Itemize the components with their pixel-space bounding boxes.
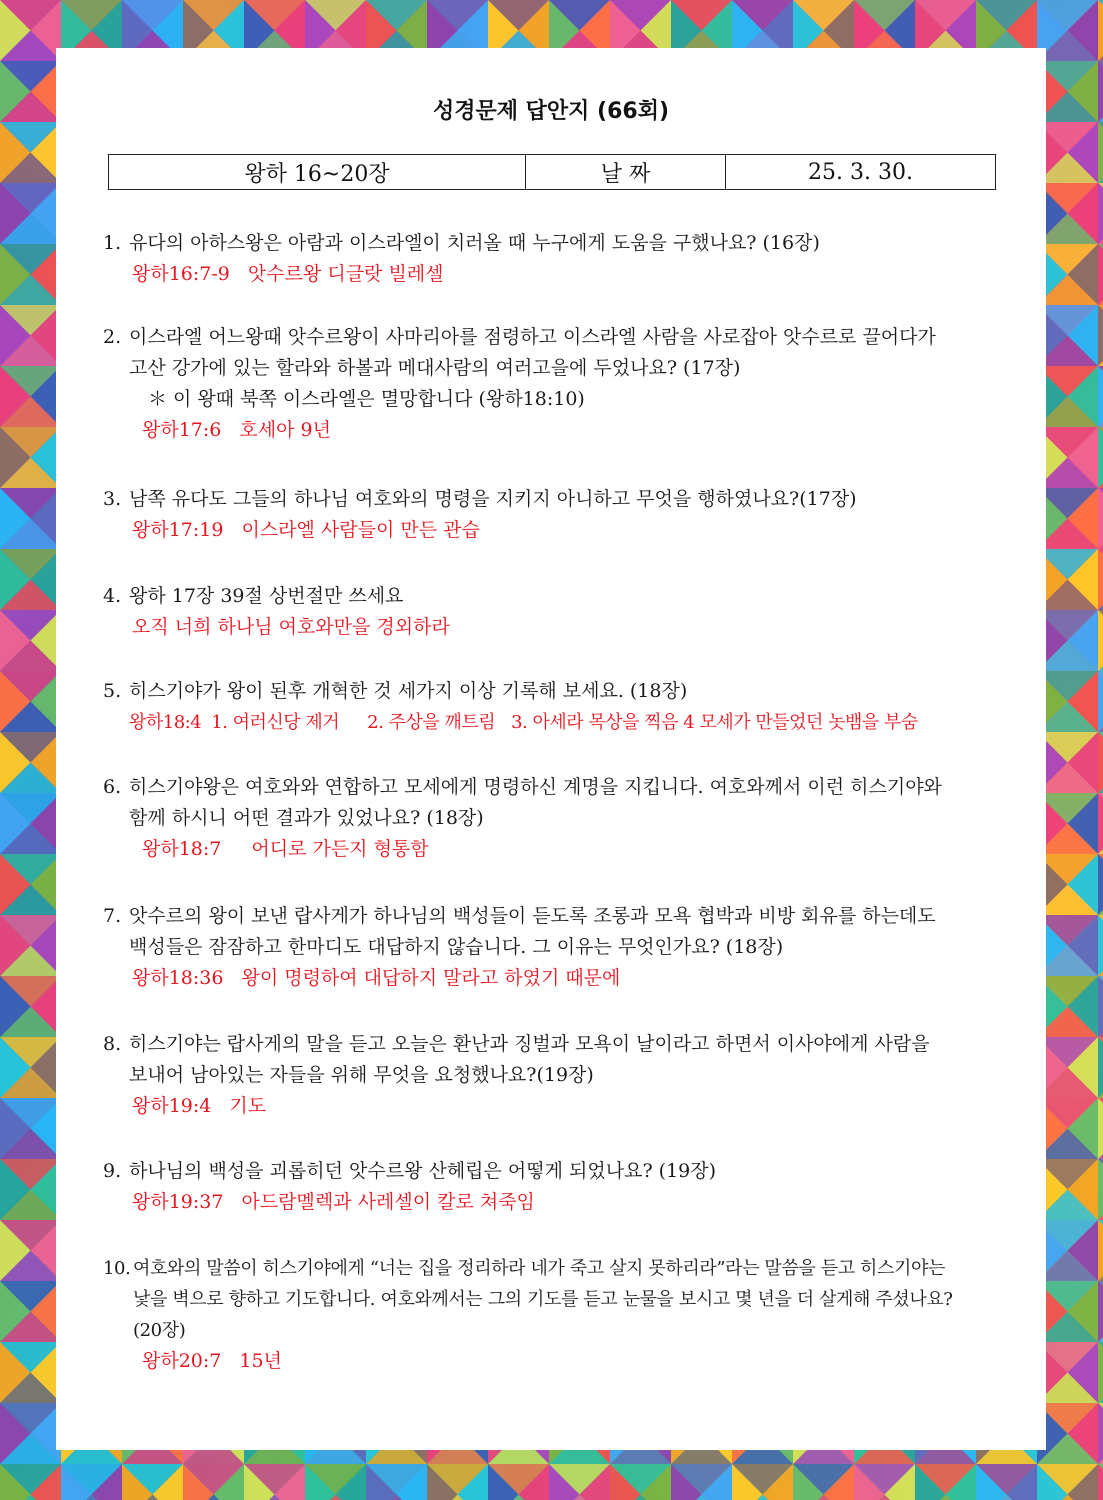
background-tile [1098, 1037, 1103, 1098]
question-text: 히스기야는 랍사게의 말을 듣고 오늘은 환난과 징벌과 모욕이 날이라고 하면서 이사야에게 사람을 [129, 1033, 930, 1055]
question-text-continued: 백성들은 잠잠하고 한마디도 대답하지 않습니다. 그 이유는 무엇인가요? (18장) [129, 936, 784, 958]
question-text: 남쪽 유다도 그들의 하나님 여호와의 명령을 지키지 아니하고 무엇을 행하였나요?(17장) [129, 488, 857, 510]
question-text: 하나님의 백성을 괴롭히던 앗수르왕 산헤립은 어떻게 되었나요? (19장) [129, 1160, 717, 1182]
answer-reference: 왕하18:7 [142, 838, 222, 860]
background-tile [1098, 61, 1103, 122]
answer-item: 3. 아세라 목상을 찍음 4 모세가 만들었던 놋뱀을 부숨 [511, 712, 918, 733]
question-text-continued: (20장) [133, 1320, 186, 1341]
background-tile [1098, 549, 1103, 610]
question-text: 왕하 17장 39절 상번절만 쓰세요 [129, 585, 404, 607]
question-4 [103, 581, 1003, 643]
page-title: 성경문제 답안지 (66회) [432, 99, 670, 124]
question-2 [103, 322, 1003, 446]
question-5 [103, 676, 1003, 738]
answer-reference: 왕하17:6 [142, 419, 222, 441]
question-6 [103, 772, 1003, 865]
background-tile [1098, 244, 1103, 305]
answer [103, 612, 1003, 643]
answer-text: 왕이 명령하여 대답하지 말라고 하였기 때문에 [241, 967, 621, 989]
question-9 [103, 1156, 1003, 1218]
question-8 [103, 1029, 1003, 1122]
background-tile [1098, 1220, 1103, 1281]
background-tile [1098, 854, 1103, 915]
answer [103, 963, 1003, 994]
question-text: 유다의 아하스왕은 아람과 이스라엘이 치러올 때 누구에게 도움을 구했나요? (16장) [129, 232, 820, 254]
background-tile [1098, 1342, 1103, 1403]
answer-text: 앗수르왕 디글랏 빌레셀 [247, 263, 444, 285]
answer-item: 1. 여러신당 제거 [211, 712, 340, 733]
question-text-continued: 낯을 벽으로 향하고 기도합니다. 여호와께서는 그의 기도를 듣고 눈물을 보시고 몇 년을 더 살게해 주셨나요? [133, 1289, 953, 1310]
background-tile [1098, 366, 1103, 427]
question-text-continued: 고산 강가에 있는 할라와 하볼과 메대사람의 여러고을에 두었나요? (17장) [129, 357, 741, 379]
question-number: 9. [103, 1160, 122, 1182]
question-number: 6. [103, 776, 122, 798]
background-tile [1098, 122, 1103, 183]
question-1 [103, 228, 1003, 290]
answer-reference: 왕하18:4 [129, 712, 202, 733]
answer [103, 1091, 1003, 1122]
answer-text: 이스라엘 사람들이 만든 관습 [241, 519, 480, 541]
answer-sheet [56, 48, 1046, 1450]
background-tile [1098, 1403, 1103, 1464]
question-text: 앗수르의 왕이 보낸 랍사게가 하나님의 백성들이 듣도록 조롱과 모욕 협박과 비방 회유를 하는데도 [129, 905, 936, 927]
question-text-continued: 함께 하시니 어떤 결과가 있었나요? (18장) [129, 807, 484, 829]
background-tile [1098, 610, 1103, 671]
background-tile [1098, 732, 1103, 793]
answer-text: 호세아 9년 [239, 419, 331, 441]
answer [103, 415, 1003, 446]
background-tile [1098, 671, 1103, 732]
answer-reference: 왕하20:7 [142, 1350, 222, 1372]
answer-text: 기도 [229, 1095, 267, 1117]
question-number: 2. [103, 326, 122, 348]
answer [103, 1187, 1003, 1218]
background-tile [1098, 427, 1103, 488]
answer [103, 515, 1003, 546]
answer [103, 707, 1003, 738]
answer [103, 259, 1003, 290]
answer-reference: 왕하17:19 [132, 519, 224, 541]
question-text: 여호와의 말씀이 히스기야에게 “너는 집을 정리하라 네가 죽고 살지 못하리라”라는 말씀을 듣고 히스기야는 [133, 1258, 945, 1279]
question-number: 1. [103, 232, 122, 254]
background-tile [1098, 976, 1103, 1037]
answer-reference: 왕하16:7-9 [132, 263, 230, 285]
question-text: 히스기야가 왕이 된후 개혁한 것 세가지 이상 기록해 보세요. (18장) [129, 680, 688, 702]
answer-reference: 왕하18:36 [132, 967, 224, 989]
question-text: 히스기야왕은 여호와와 연합하고 모세에게 명령하신 계명을 지킵니다. 여호와께서 이런 히스기야와 [129, 776, 942, 798]
question-3 [103, 484, 1003, 546]
question-7 [103, 901, 1003, 994]
background-tile [1098, 793, 1103, 854]
background-tile [1098, 915, 1103, 976]
info-table [108, 154, 996, 190]
answer-text: 어디로 가든지 형통함 [251, 838, 429, 860]
date-label: 날 짜 [526, 155, 726, 189]
answer-item: 2. 주상을 깨트림 [367, 712, 496, 733]
background-tile [1098, 488, 1103, 549]
background-tile [1098, 1464, 1103, 1500]
background-tile [1098, 1159, 1103, 1220]
background-tile [1098, 0, 1103, 61]
background-tile [1098, 1281, 1103, 1342]
question-10 [103, 1253, 1003, 1377]
answer-text: 오직 너희 하나님 여호와만을 경외하라 [132, 616, 450, 638]
date-value: 25. 3. 30. [808, 159, 913, 185]
question-number: 10. [103, 1258, 131, 1279]
question-number: 8. [103, 1033, 122, 1055]
answer-text: 아드람멜렉과 사레셀이 칼로 쳐죽임 [241, 1191, 535, 1213]
answer-text: 15년 [239, 1350, 282, 1372]
question-number: 3. [103, 488, 122, 510]
question-note: ＊ 이 왕때 북쪽 이스라엘은 멸망합니다 (왕하18:10) [148, 388, 585, 410]
answer [103, 1346, 1003, 1377]
question-text-continued: 보내어 남아있는 자들을 위해 무엇을 요청했나요?(19장) [129, 1064, 594, 1086]
question-number: 5. [103, 680, 122, 702]
background-tile [1098, 305, 1103, 366]
question-number: 4. [103, 585, 122, 607]
question-text: 이스라엘 어느왕때 앗수르왕이 사마리아를 점령하고 이스라엘 사람을 사로잡아 앗수르로 끌어다가 [129, 326, 936, 348]
chapter-range: 왕하 16~20장 [109, 155, 526, 189]
answer-reference: 왕하19:37 [132, 1191, 224, 1213]
answer [103, 834, 1003, 865]
background-tile [1098, 1098, 1103, 1159]
question-number: 7. [103, 905, 122, 927]
background-tile [1098, 183, 1103, 244]
answer-reference: 왕하19:4 [132, 1095, 212, 1117]
